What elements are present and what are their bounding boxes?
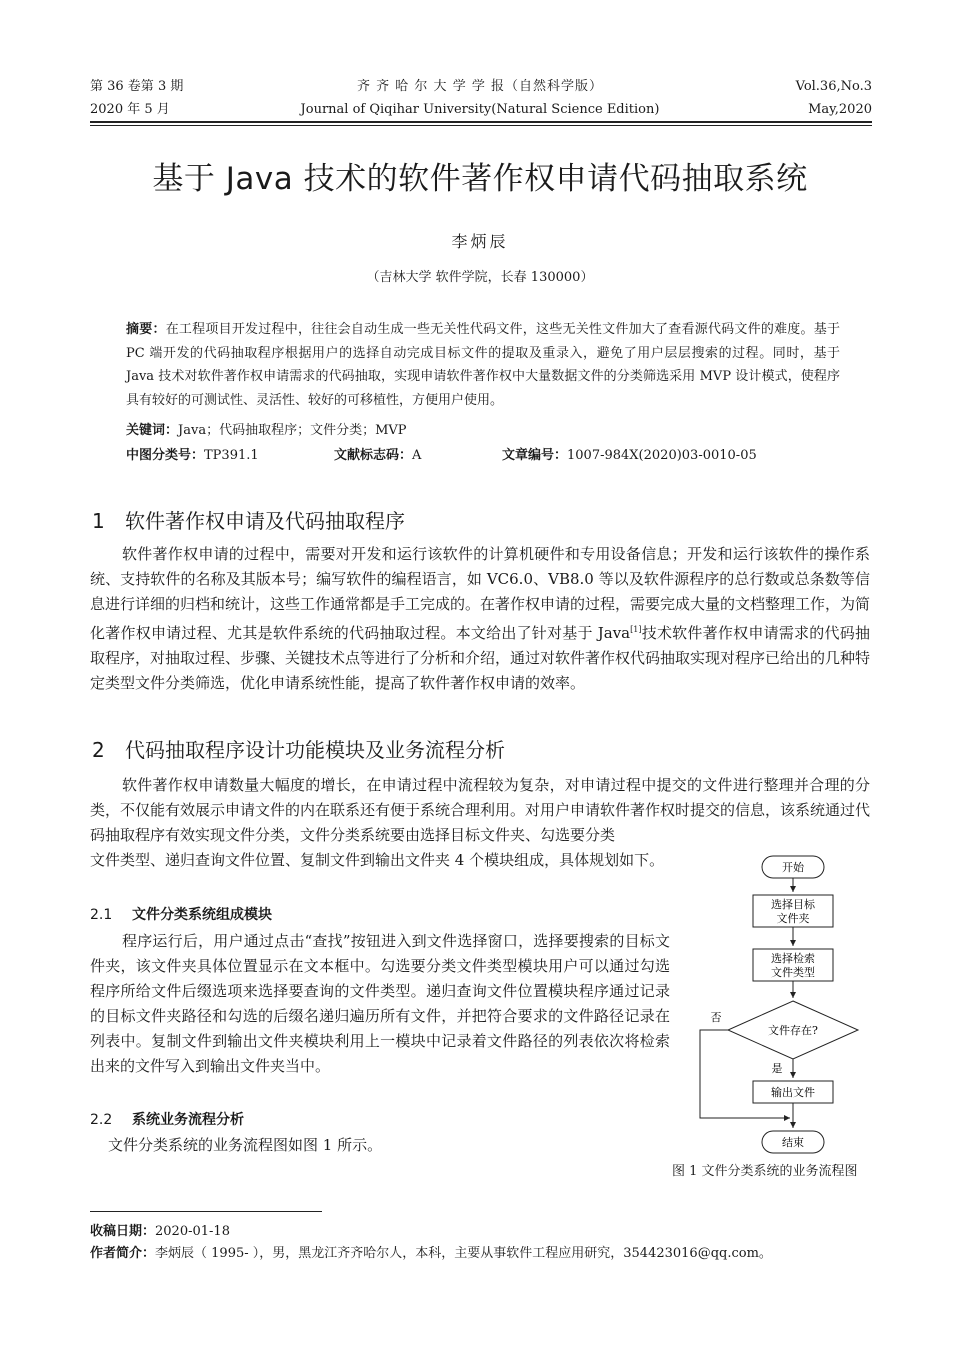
subsection-2-1-heading (90, 904, 272, 924)
author-bio (90, 1245, 772, 1263)
abstract-text: 在工程项目开发过程中，往往会自动生成一些无关性代码文件，这些无关性文件加大了查看源代码文件的难度。基于 PC 端开发的代码抽取程序根据用户的选择自动完成目标文件的提取及重录入，避免了用户层层搜索的过程。同时，基于 Java 技术对软件著作权申请需求的代码抽取，实现申请软件著作权中大量数据文件的分类筛选采用 MVP 设计模式，使程序具有较好的可测试性、灵活性、较好的可移植性，方便用户使用。 (126, 322, 840, 408)
section-2-heading (92, 734, 505, 763)
header-rule-thin (90, 125, 872, 126)
flow-select-folder-line2: 文件夹 (776, 912, 810, 925)
bio-text: 李炳辰（ 1995- ），男，黑龙江齐齐哈尔人，本科，主要从事软件工程应用研究，354423016@qq.com。 (155, 1246, 772, 1261)
subsection-2-2-title: 系统业务流程分析 (132, 1112, 244, 1128)
section-1-number: 1 (92, 509, 105, 533)
flow-select-type-line2: 文件类型 (771, 966, 815, 979)
section-1-paragraph (90, 542, 870, 696)
section-1-text-b: 技术软件著作权申请需求的代码抽取程序，对抽取过程、步骤、关键技术点等进行了分析和介绍，通过对软件著作权代码抽取实现对程序已给出的几种特定类型文件分类筛选，优化申请系统性能，提高了软件著作权申请的效率。 (90, 624, 871, 692)
section-2-paragraph-tail: 文件类型、递归查询文件位置、复制文件到输出文件夹 4 个模块组成，具体规划如下。 (90, 851, 665, 869)
received-value: 2020-01-18 (155, 1224, 230, 1239)
subsection-2-2-heading (90, 1109, 244, 1129)
subsection-2-2-number: 2.2 (90, 1112, 113, 1128)
keywords-label: 关键词： (126, 423, 179, 438)
doc-value: A (412, 448, 422, 463)
subsection-2-1-title: 文件分类系统组成模块 (132, 907, 272, 923)
paper-title: 基于 Java 技术的软件著作权申请代码抽取系统 (152, 161, 808, 197)
header-date: 2020 年 5 月 (90, 102, 170, 117)
header-journal-en: Journal of Qiqihar University(Natural Science Edition) (300, 102, 660, 117)
article-number (502, 447, 757, 465)
article-value: 1007-984X(2020)03-0010-05 (567, 448, 757, 463)
clc-value: TP391.1 (204, 448, 259, 463)
flow-select-folder-line1: 选择目标 (771, 898, 815, 911)
header-issue: 第 36 卷第 3 期 (90, 79, 184, 94)
doc-code (334, 447, 421, 465)
flow-select-type-line1: 选择检索 (771, 952, 815, 965)
header-volume: Vol.36,No.3 (795, 79, 872, 94)
doc-label: 文献标志码： (334, 448, 413, 463)
keywords (126, 422, 407, 440)
received-label: 收稿日期： (90, 1224, 156, 1239)
flow-end-label: 结束 (782, 1136, 804, 1149)
subsection-2-1-paragraph: 程序运行后，用户通过点击“查找”按钮进入到文件选择窗口，选择要搜索的目标文件夹，该文件夹具体位置显示在文本框中。勾选要分类文件类型模块用户可以通过勾选程序所给文件后缀选项来选择要查询的文件类型。递归查询文件位置模块程序通过记录的目标文件夹路径和勾选的后缀名递归遍历所有文件，并把符合要求的文件路径记录在列表中。复制文件到输出文件夹模块利用上一模块中记录着文件路径的列表依次将检索出来的文件写入到输出文件夹当中。 (90, 932, 670, 1075)
flow-decision-label: 文件存在? (768, 1024, 818, 1037)
flowchart-figure (690, 848, 872, 1158)
affiliation: （吉林大学 软件学院，长春 130000） (366, 270, 594, 285)
flow-no-label: 否 (710, 1011, 722, 1024)
clc-label: 中图分类号： (126, 448, 205, 463)
clc-number (126, 447, 259, 465)
section-1-heading (92, 505, 405, 534)
footnote-rule (90, 1211, 322, 1212)
subsection-2-2-paragraph: 文件分类系统的业务流程图如图 1 所示。 (108, 1136, 383, 1154)
flow-output-label: 输出文件 (771, 1086, 815, 1099)
section-2-number: 2 (92, 738, 105, 762)
header-month: May,2020 (808, 102, 872, 117)
section-2-paragraph: 软件著作权申请数量大幅度的增长，在申请过程中流程较为复杂，对申请过程中提交的文件进行整理并合理的分类，不仅能有效展示申请文件的内在联系还有便于系统合理利用。对用户申请软件著作权时提交的信息，该系统通过代码抽取程序有效实现文件分类，文件分类系统要由选择目标文件夹、勾选要分类 (90, 776, 871, 844)
header-rule-thick (90, 121, 872, 123)
section-2-title: 代码抽取程序设计功能模块及业务流程分析 (125, 738, 505, 762)
bio-label: 作者简介： (90, 1246, 156, 1261)
section-1-text-a: 软件著作权申请的过程中，需要对开发和运行该软件的计算机硬件和专用设备信息；开发和运行该软件的操作系统、支持软件的名称及其版本号；编写软件的编程语言，如 VC6.0、VB8.0 等以及软件源程序的总行数或总条数等信息进行详细的归档和统计，这些工作通常都是手工完成的。在著作权申请的过程，需要完成大量的文档整理工作，为简化著作权申请过程、尤其是软件系统的代码抽取过程。本文给出了针对基于 Java (90, 545, 871, 642)
abstract (126, 318, 840, 412)
section-1-title: 软件著作权申请及代码抽取程序 (125, 509, 405, 533)
citation-1: [1] (630, 625, 642, 634)
flow-start-label: 开始 (782, 861, 804, 874)
keywords-text: Java；代码抽取程序；文件分类；MVP (178, 423, 407, 438)
author-name: 李炳辰 (451, 232, 509, 251)
article-label: 文章编号： (502, 448, 568, 463)
subsection-2-1-number: 2.1 (90, 907, 113, 923)
figure-caption: 图 1 文件分类系统的业务流程图 (672, 1164, 858, 1179)
received-date (90, 1223, 230, 1241)
flow-yes-label: 是 (771, 1062, 783, 1075)
abstract-label: 摘要： (126, 322, 166, 337)
header-journal-cn: 齐 齐 哈 尔 大 学 学 报（自然科学版） (357, 79, 603, 94)
